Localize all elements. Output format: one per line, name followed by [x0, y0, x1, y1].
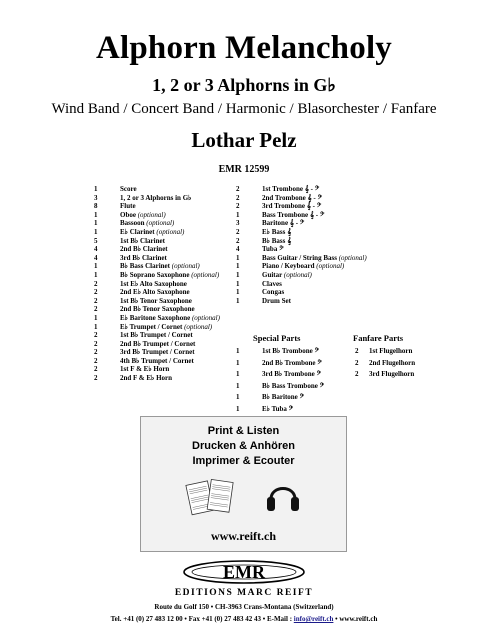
- promo-website[interactable]: www.reift.ch: [210, 529, 277, 543]
- part-name-text: 2nd F & E♭ Horn: [120, 374, 173, 383]
- part-name: [120, 331, 242, 340]
- contact-phone-fax: Tel. +41 (0) 27 483 12 00 • Fax +41 (0) 27 483 42 43 • E-Mail :: [110, 615, 294, 623]
- part-row: [234, 358, 354, 370]
- part-name-text: B♭ Bass 𝄞: [262, 236, 292, 245]
- part-quantity: 4: [94, 253, 98, 262]
- part-name: [369, 346, 433, 358]
- part-quantity: 2: [94, 296, 98, 305]
- part-name-text: 4th B♭ Trumpet / Cornet: [120, 356, 194, 365]
- part-quantity: 1: [236, 404, 240, 413]
- part-row: [92, 185, 242, 194]
- part-row: [234, 202, 404, 211]
- part-row: [92, 262, 242, 271]
- part-name: [120, 357, 242, 366]
- part-note: (optional): [146, 219, 175, 228]
- emr-logo-icon: [178, 557, 310, 587]
- part-row: [92, 374, 242, 383]
- part-quantity: 2: [355, 358, 359, 367]
- part-quantity: 2: [94, 279, 98, 288]
- part-row: [234, 211, 404, 220]
- part-row: [234, 392, 354, 404]
- part-quantity: 1: [236, 347, 240, 355]
- part-name: [262, 381, 354, 393]
- part-name-text: Baritone 𝄞 - 𝄢: [262, 219, 305, 228]
- part-name-text: 1st F & E♭ Horn: [120, 365, 170, 374]
- part-name: [120, 219, 242, 228]
- part-name-text: 2nd E♭ Alto Saxophone: [120, 288, 190, 297]
- part-row: [92, 323, 242, 332]
- part-name-text: 2nd Trombone 𝄞 - 𝄢: [262, 193, 322, 202]
- part-name-text: Bassoon: [120, 219, 145, 228]
- special-parts-heading: Special Parts: [253, 333, 301, 343]
- part-row: [234, 228, 404, 237]
- part-quantity: 8: [94, 202, 98, 211]
- part-name-text: 3rd B♭ Trombone 𝄢: [262, 370, 321, 378]
- score-subtitle: 1, 2 or 3 Alphorns in G♭: [152, 75, 336, 95]
- svg-text:EMR: EMR: [223, 562, 265, 582]
- part-row: [92, 254, 242, 263]
- part-name: [120, 348, 242, 357]
- part-name-text: 1st B♭ Trumpet / Cornet: [120, 331, 193, 340]
- part-name: [120, 323, 242, 332]
- part-quantity: 4: [94, 245, 98, 254]
- music-sheets-icon: [185, 475, 237, 519]
- part-row: [92, 280, 242, 289]
- part-name-text: 2nd B♭ Clarinet: [120, 245, 168, 254]
- part-name-text: 2nd Flugelhorn: [369, 358, 416, 367]
- part-note: (optional): [316, 262, 345, 271]
- part-row: [92, 314, 242, 323]
- part-name-text: 1st B♭ Trombone 𝄢: [262, 347, 320, 355]
- part-name: [262, 392, 354, 404]
- part-row: [353, 369, 433, 381]
- part-row: [234, 369, 354, 381]
- part-quantity: 1: [236, 296, 240, 305]
- part-name: [262, 194, 404, 203]
- part-row: [234, 280, 404, 289]
- part-quantity: 2: [94, 374, 98, 383]
- part-name: [262, 280, 404, 289]
- part-quantity: 1: [236, 210, 240, 219]
- part-name: [120, 202, 242, 211]
- part-name: [262, 288, 404, 297]
- part-quantity: 1: [236, 370, 240, 378]
- part-name: [120, 245, 242, 254]
- publisher-contact: [0, 615, 488, 623]
- part-row: [234, 262, 404, 271]
- part-row: [234, 254, 404, 263]
- part-name-text: B♭ Bass Trombone 𝄢: [262, 381, 325, 390]
- part-note: (optional): [191, 270, 220, 279]
- part-quantity: 1: [94, 313, 98, 322]
- part-row: [92, 331, 242, 340]
- part-note: (optional): [156, 227, 185, 236]
- part-name: [262, 245, 404, 254]
- publisher-address: Route du Golf 150 • CH-3963 Crans-Montana (Switzerland): [154, 603, 334, 611]
- parts-list-right: [234, 185, 404, 305]
- part-name-text: 3rd B♭ Clarinet: [120, 253, 167, 262]
- part-name-text: E♭ Baritone Saxophone: [120, 313, 191, 322]
- part-quantity: 1: [236, 358, 240, 367]
- promo-line-german: Drucken & Anhören: [192, 440, 295, 452]
- part-quantity: 1: [236, 288, 240, 297]
- part-name-text: 1, 2 or 3 Alphorns in G♭: [120, 193, 192, 202]
- part-quantity: 1: [236, 262, 240, 271]
- fanfare-parts-heading: Fanfare Parts: [353, 333, 404, 343]
- composer-name: Lothar Pelz: [191, 128, 297, 152]
- part-name: [262, 271, 404, 280]
- part-name-text: Guitar: [262, 270, 283, 279]
- part-note: (optional): [338, 253, 367, 262]
- part-quantity: 1: [236, 270, 240, 279]
- part-name-text: 2nd B♭ Trombone 𝄢: [262, 358, 322, 367]
- part-quantity: 2: [94, 339, 98, 348]
- part-name-text: 1st B♭ Clarinet: [120, 236, 165, 245]
- fanfare-parts-list: [353, 346, 433, 381]
- part-quantity: 2: [236, 227, 240, 236]
- part-quantity: 2: [94, 356, 98, 365]
- part-name: [369, 369, 433, 381]
- part-name-text: 2nd B♭ Trumpet / Cornet: [120, 339, 196, 348]
- part-name-text: B♭ Soprano Saxophone: [120, 270, 190, 279]
- part-name-text: Claves: [262, 279, 282, 288]
- part-name: [262, 185, 404, 194]
- part-row: [92, 194, 242, 203]
- part-quantity: 1: [236, 279, 240, 288]
- part-name: [120, 262, 242, 271]
- catalog-number: EMR 12599: [218, 164, 270, 175]
- part-name: [120, 271, 242, 280]
- part-row: [234, 381, 354, 393]
- part-row: [92, 340, 242, 349]
- part-quantity: 2: [94, 365, 98, 374]
- part-row: [234, 346, 354, 358]
- parts-list-left: [92, 185, 242, 383]
- part-name-text: Congas: [262, 288, 285, 297]
- part-note: (optional): [137, 210, 166, 219]
- part-row: [234, 194, 404, 203]
- part-name-text: E♭ Tuba 𝄢: [262, 404, 294, 413]
- part-row: [92, 357, 242, 366]
- part-note: (optional): [283, 270, 312, 279]
- ensemble-list: Wind Band / Concert Band / Harmonic / Blasorchester / Fanfare: [51, 101, 437, 117]
- special-parts-list: [234, 346, 354, 427]
- part-name: [120, 288, 242, 297]
- part-quantity: 2: [355, 347, 359, 355]
- part-quantity: 1: [94, 262, 98, 271]
- part-quantity: 2: [236, 185, 240, 193]
- part-row: [92, 245, 242, 254]
- part-name: [369, 358, 433, 370]
- part-name-text: 3rd B♭ Trumpet / Cornet: [120, 348, 195, 357]
- part-quantity: 5: [94, 236, 98, 245]
- part-name: [120, 280, 242, 289]
- part-note: (optional): [171, 262, 200, 271]
- part-name: [120, 194, 242, 203]
- part-quantity: 1: [94, 185, 98, 193]
- part-note: (optional): [191, 313, 220, 322]
- part-row: [234, 185, 404, 194]
- part-row: [234, 219, 404, 228]
- part-quantity: 2: [236, 236, 240, 245]
- part-name-text: Bass Guitar / String Bass: [262, 253, 337, 262]
- part-name: [262, 346, 354, 358]
- contact-website[interactable]: • www.reift.ch: [333, 615, 378, 623]
- part-quantity: 4: [236, 245, 240, 254]
- part-quantity: 1: [94, 219, 98, 228]
- part-name: [120, 365, 242, 374]
- publisher-name: EDITIONS MARC REIFT: [174, 588, 314, 598]
- part-row: [234, 297, 404, 306]
- part-name: [262, 219, 404, 228]
- part-quantity: 3: [94, 193, 98, 202]
- part-quantity: 2: [94, 331, 98, 340]
- part-name: [262, 404, 354, 416]
- part-quantity: 2: [94, 348, 98, 357]
- part-note: (optional): [184, 322, 213, 331]
- part-name: [120, 374, 242, 383]
- part-name-text: 2nd B♭ Tenor Saxophone: [120, 305, 195, 314]
- part-name: [120, 228, 242, 237]
- part-name-text: Tuba 𝄢: [262, 245, 284, 254]
- part-row: [92, 365, 242, 374]
- part-name-text: Score: [120, 185, 137, 193]
- part-name: [262, 369, 354, 381]
- print-listen-promo: [140, 416, 347, 552]
- part-row: [353, 346, 433, 358]
- part-name-text: Oboe: [120, 210, 136, 219]
- part-row: [234, 245, 404, 254]
- part-name: [262, 228, 404, 237]
- part-name: [262, 254, 404, 263]
- part-quantity: 1: [94, 270, 98, 279]
- part-name: [120, 237, 242, 246]
- part-name-text: 3rd Trombone 𝄞 - 𝄢: [262, 202, 322, 211]
- part-name-text: 1st Trombone 𝄞 - 𝄢: [262, 185, 320, 193]
- part-name-text: Piano / Keyboard: [262, 262, 315, 271]
- part-row: [234, 288, 404, 297]
- part-row: [234, 271, 404, 280]
- part-name-text: Bass Trombone 𝄞 - 𝄢: [262, 210, 325, 219]
- part-quantity: 1: [94, 227, 98, 236]
- part-name-text: 3rd Flugelhorn: [369, 370, 415, 378]
- part-name: [120, 314, 242, 323]
- part-row: [92, 228, 242, 237]
- part-name-text: 1st B♭ Tenor Saxophone: [120, 296, 192, 305]
- part-name-text: B♭ Bass Clarinet: [120, 262, 170, 271]
- part-row: [92, 219, 242, 228]
- part-name: [120, 254, 242, 263]
- part-quantity: 1: [236, 381, 240, 390]
- part-name-text: E♭ Bass 𝄞: [262, 227, 292, 236]
- score-title: Alphorn Melancholy: [95, 30, 393, 66]
- part-row: [92, 288, 242, 297]
- part-row: [353, 358, 433, 370]
- part-row: [92, 211, 242, 220]
- part-row: [92, 297, 242, 306]
- part-name-text: 1st E♭ Alto Saxophone: [120, 279, 187, 288]
- part-name: [120, 305, 242, 314]
- part-row: [92, 348, 242, 357]
- part-row: [92, 305, 242, 314]
- part-name: [120, 185, 242, 194]
- part-quantity: 1: [236, 393, 240, 401]
- part-row: [92, 202, 242, 211]
- part-quantity: 1: [94, 322, 98, 331]
- part-quantity: 2: [236, 202, 240, 211]
- part-name: [262, 237, 404, 246]
- part-quantity: 2: [94, 305, 98, 314]
- part-name-text: E♭ Clarinet: [120, 227, 155, 236]
- part-name-text: 1st Flugelhorn: [369, 347, 413, 355]
- part-name-text: Drum Set: [262, 296, 291, 305]
- part-quantity: 3: [236, 219, 240, 228]
- part-name: [120, 211, 242, 220]
- part-name-text: B♭ Baritone 𝄢: [262, 393, 305, 401]
- part-row: [234, 404, 354, 416]
- part-name: [262, 202, 404, 211]
- part-name-text: E♭ Trumpet / Cornet: [120, 322, 183, 331]
- part-quantity: 1: [94, 210, 98, 219]
- promo-line-french: Imprimer & Ecouter: [192, 455, 295, 467]
- part-quantity: 2: [94, 288, 98, 297]
- part-quantity: 2: [355, 370, 359, 378]
- part-row: [234, 237, 404, 246]
- part-row: [92, 237, 242, 246]
- part-name: [262, 297, 404, 306]
- part-name: [262, 262, 404, 271]
- part-name: [262, 358, 354, 370]
- part-name: [120, 297, 242, 306]
- part-quantity: 1: [236, 253, 240, 262]
- part-name: [120, 340, 242, 349]
- part-quantity: 2: [236, 193, 240, 202]
- headphones-icon: [265, 477, 301, 515]
- promo-line-english: Print & Listen: [207, 425, 280, 437]
- part-row: [92, 271, 242, 280]
- part-name-text: Flute: [120, 202, 136, 211]
- contact-email-link[interactable]: info@reift.ch: [293, 615, 334, 623]
